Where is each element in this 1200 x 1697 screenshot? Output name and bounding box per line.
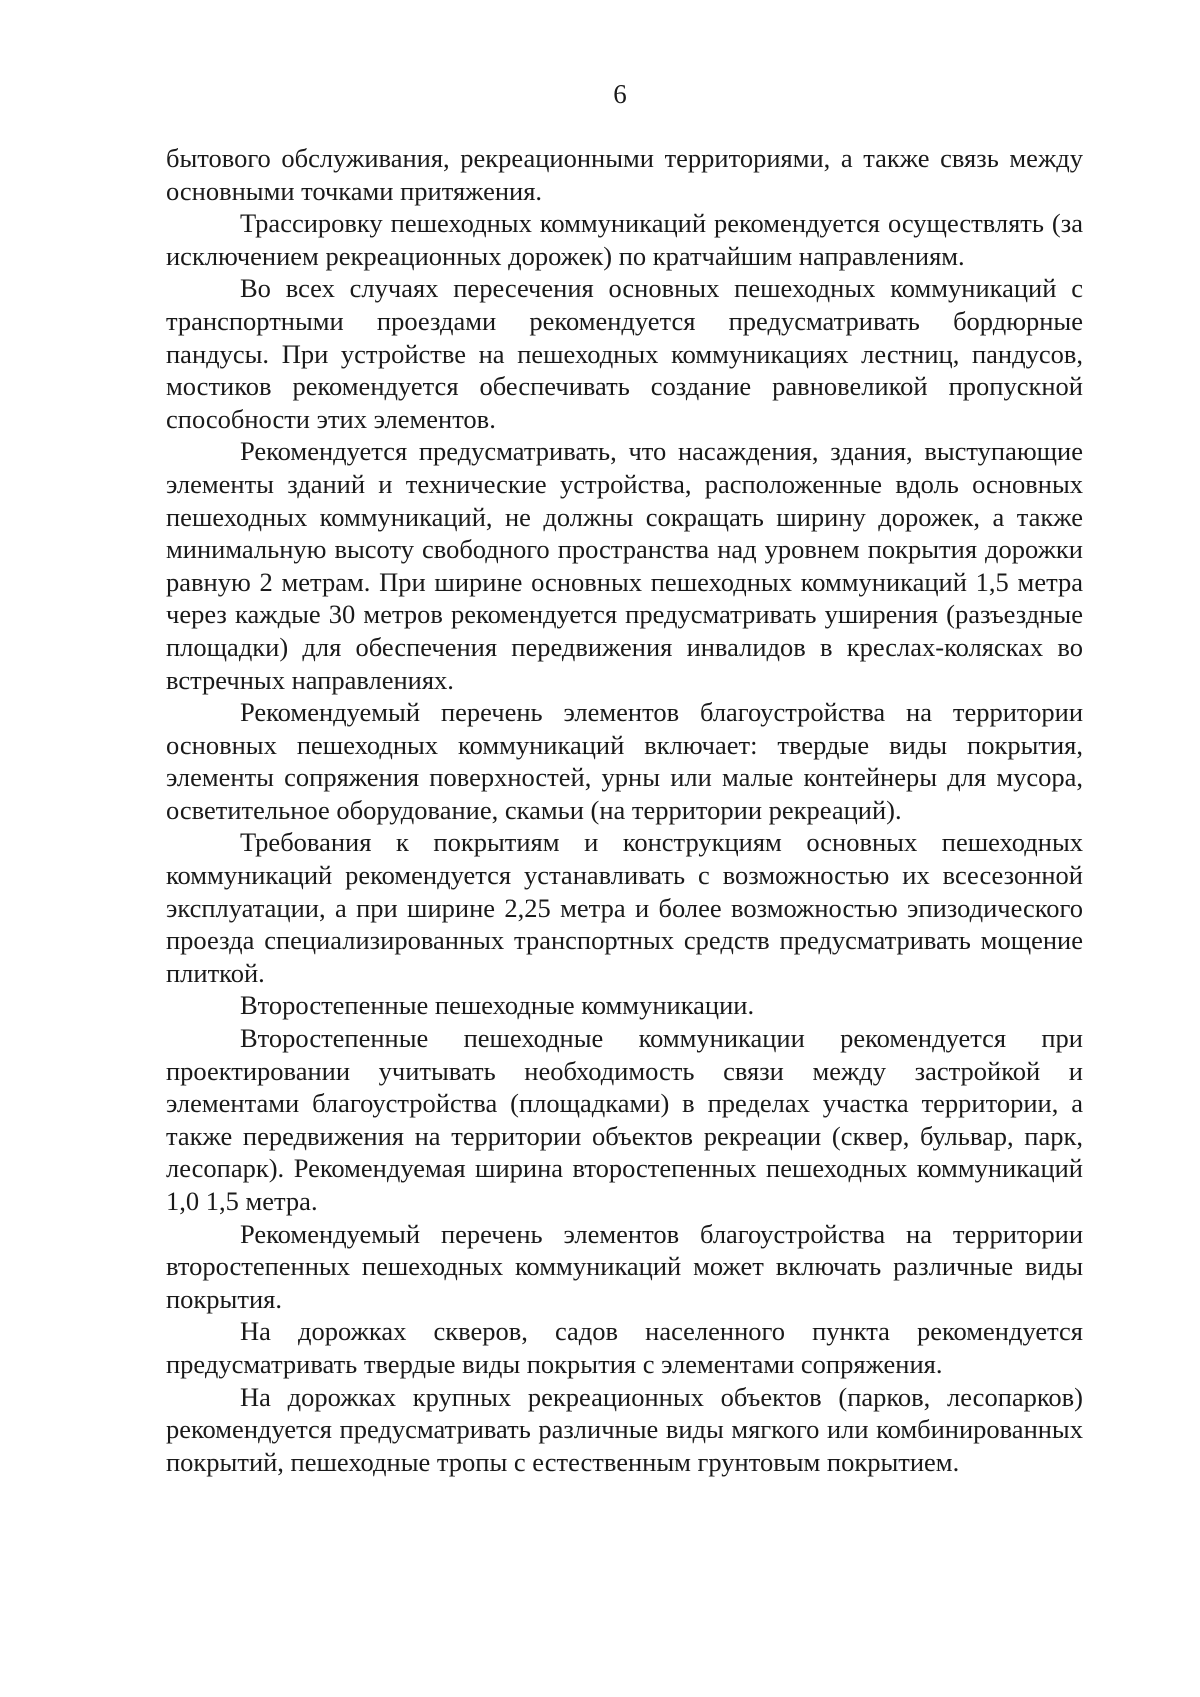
paragraph-6: Требования к покрытиям и конструкциям основных пешеходных коммуникаций рекомендуется устанавливать с возможностью их всесезонной эксплуатации, а при ширине 2,25 метра и более возможностью эпизодического проезда специализированных транспортных средств предусматривать мощение плиткой. [166, 827, 1083, 988]
paragraph-2: Трассировку пешеходных коммуникаций рекомендуется осуществлять (за исключением рекреационных дорожек) по кратчайшим направлениям. [166, 208, 1083, 271]
body-text [166, 142, 1083, 1478]
paragraph-10: На дорожках крупных рекреационных объектов (парков, лесопарков) рекомендуется предусматривать различные виды мягкого или комбинированных покрытий, пешеходные тропы с естественным грунтовым покрытием. [166, 1381, 1083, 1477]
paragraph-1: бытового обслуживания, рекреационными территориями, а также связь между основными точками притяжения. [166, 143, 1083, 206]
section-heading: Второстепенные пешеходные коммуникации. [240, 990, 755, 1021]
paragraph-9: На дорожках скверов, садов населенного пункта рекомендуется предусматривать твердые виды покрытия с элементами сопряжения. [166, 1316, 1083, 1379]
paragraph-7: Второстепенные пешеходные коммуникации рекомендуется при проектировании учитывать необходимость связи между застройкой и элементами благоустройства (площадками) в пределах участка территории, а также передвижения на территории объектов рекреации (сквер, бульвар, парк, лесопарк). Рекомендуемая ширина второстепенных пешеходных коммуникаций 1,0 1,5 метра. [166, 1023, 1083, 1216]
paragraph-8: Рекомендуемый перечень элементов благоустройства на территории второстепенных пешеходных коммуникаций может включать различные виды покрытия. [166, 1218, 1083, 1314]
paragraph-4: Рекомендуется предусматривать, что насаждения, здания, выступающие элементы зданий и технические устройства, расположенные вдоль основных пешеходных коммуникаций, не должны сокращать ширину дорожек, а также минимальную высоту свободного пространства над уровнем покрытия дорожки равную 2 метрам. При ширине основных пешеходных коммуникаций 1,5 метра через каждые 30 метров рекомендуется предусматривать уширения (разъездные площадки) для обеспечения передвижения инвалидов в креслах-колясках во встречных направлениях. [166, 436, 1083, 695]
paragraph-3: Во всех случаях пересечения основных пешеходных коммуникаций с транспортными проездами рекомендуется предусматривать бордюрные пандусы. При устройстве на пешеходных коммуникациях лестниц, пандусов, мостиков рекомендуется обеспечивать создание равновеликой пропускной способности этих элементов. [166, 273, 1083, 434]
paragraph-5: Рекомендуемый перечень элементов благоустройства на территории основных пешеходных коммуникаций включает: твердые виды покрытия, элементы сопряжения поверхностей, урны или малые контейнеры для мусора, осветительное оборудование, скамьи (на территории рекреаций). [166, 697, 1083, 825]
page-number: 6 [613, 79, 627, 109]
